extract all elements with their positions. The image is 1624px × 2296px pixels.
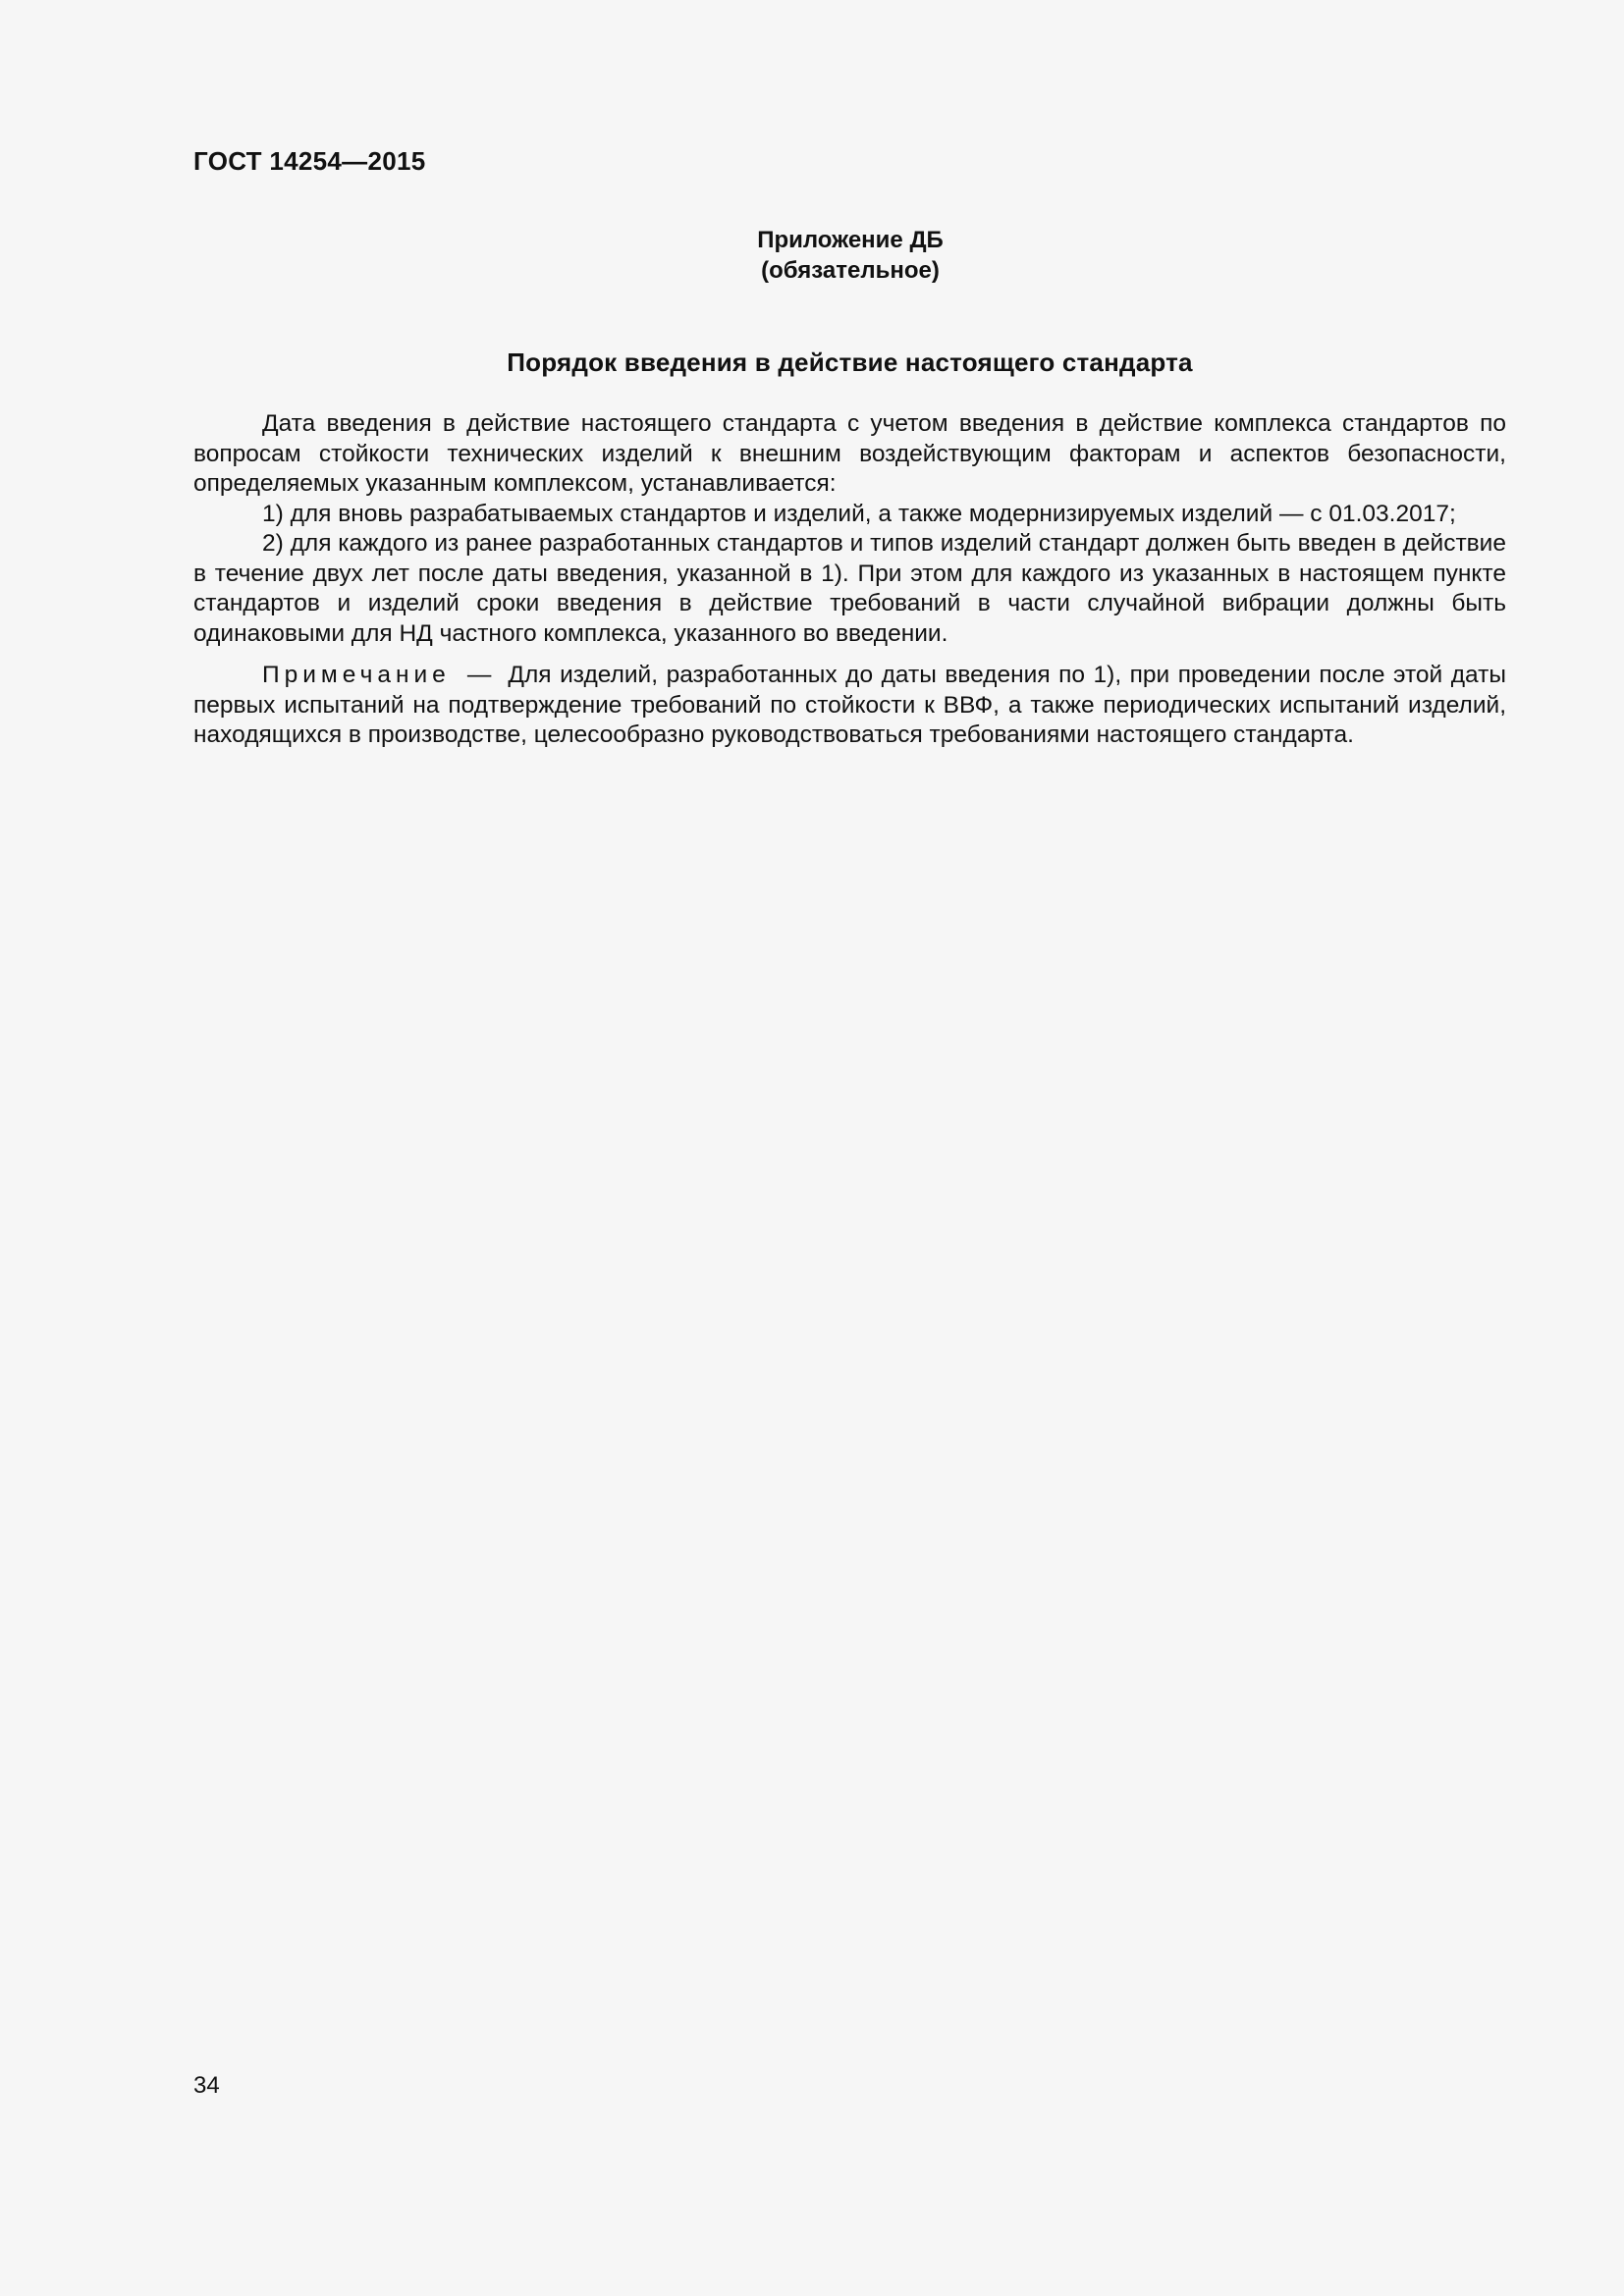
body-text <box>193 409 1506 751</box>
section-title: Порядок введения в действие настоящего стандарта <box>507 347 1193 377</box>
page-number: 34 <box>193 2072 220 2099</box>
note-paragraph <box>193 661 1506 751</box>
paragraph-item-1: 1) для вновь разрабатываемых стандартов и изделий, а также модернизируемых изделий — с 01.03.2017; <box>262 500 1456 527</box>
document-code: ГОСТ 14254—2015 <box>193 146 426 176</box>
appendix-heading <box>556 225 1145 286</box>
note-dash: — <box>466 662 492 688</box>
appendix-status: (обязательное) <box>761 257 940 284</box>
note-text: Для изделий, разработанных до даты введения по 1), при проведении после этой даты первых испытаний на подтверждение требований по стойкости к ВВФ, а также периодических испытаний изделий, находящихся в производстве, целесообразно руководствоваться требованиями настоящего стандарта. <box>193 662 1506 748</box>
note-label: Примечание <box>262 662 451 688</box>
paragraph-intro: Дата введения в действие настоящего стандарта с учетом введения в действие комплекса стандартов по вопросам стойкости технических изделий к внешним воздействующим факторам и аспектов безопасности, определяемых указанным комплексом, устанавливается: <box>193 410 1506 497</box>
paragraph-item-2: 2) для каждого из ранее разработанных стандартов и типов изделий стандарт должен быть введен в действие в течение двух лет после даты введения, указанной в 1). При этом для каждого из указанных в настоящем пункте стандартов и изделий сроки введения в действие требований в части случайной вибрации должны быть одинаковыми для НД частного комплекса, указанного во введении. <box>193 530 1506 647</box>
appendix-title: Приложение ДБ <box>757 227 944 253</box>
